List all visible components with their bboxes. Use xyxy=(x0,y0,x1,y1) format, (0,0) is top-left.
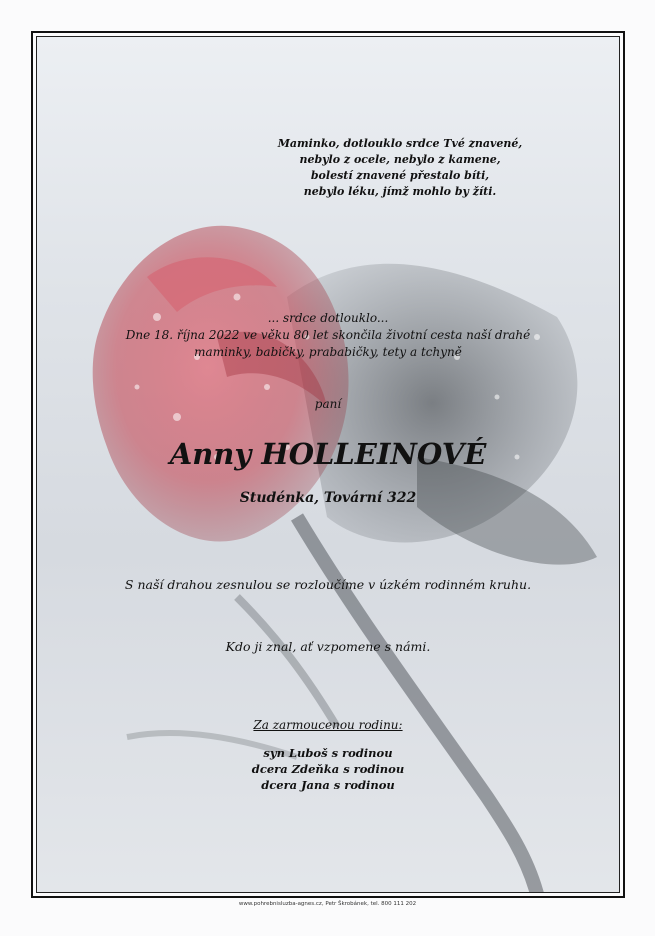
footer-contact: www.pohrebnisluzba-agnes.cz, Petr Škrobánek, tel. 800 111 202 xyxy=(238,901,417,907)
farewell-text: S naší drahou zesnulou se rozloučíme v úzkém rodinném kruhu. xyxy=(124,577,532,592)
salutation: paní xyxy=(314,397,342,411)
family-member: syn Luboš s rodinou xyxy=(263,746,393,760)
address: Studénka, Tovární 322 xyxy=(239,490,417,506)
poem-line: nebylo z ocele, nebylo z kamene, xyxy=(299,153,501,166)
deceased-name: Anny HOLLEINOVÉ xyxy=(169,437,487,471)
family-member: dcera Jana s rodinou xyxy=(261,778,395,792)
family-heading: Za zarmoucenou rodinu: xyxy=(253,718,403,732)
poem-line: Maminko, dotlouklo srdce Tvé znavené, xyxy=(277,137,523,150)
remember-text: Kdo ji znal, ať vzpomene s námi. xyxy=(225,639,431,654)
intro-line: ... srdce dotlouklo... xyxy=(267,311,389,325)
poem-line: bolestí znavené přestalo bíti, xyxy=(310,169,490,182)
intro xyxy=(36,310,620,361)
family-member: dcera Zdeňka s rodinou xyxy=(251,762,405,776)
poem-line: nebylo léku, jímž mohlo by žíti. xyxy=(303,185,497,198)
intro-line: maminky, babičky, prababičky, tety a tchyně xyxy=(194,345,462,359)
family-list xyxy=(36,745,620,793)
intro-line: Dne 18. října 2022 ve věku 80 let skončila životní cesta naší drahé xyxy=(125,328,531,342)
poem xyxy=(250,136,550,200)
